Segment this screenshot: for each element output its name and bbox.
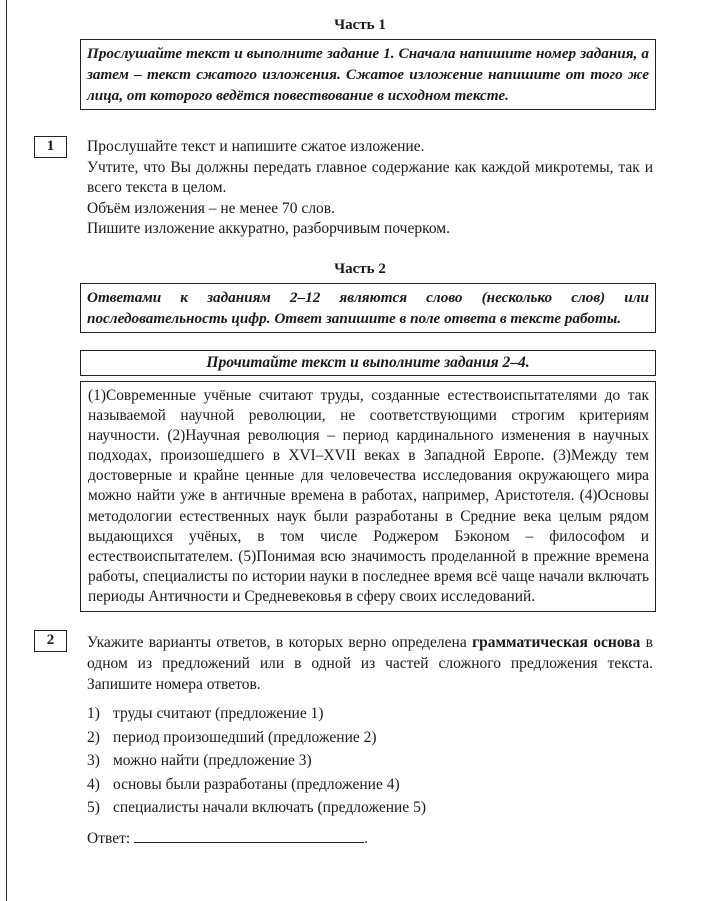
option-4-text: основы были разработаны (предложение 4) — [113, 775, 400, 793]
option-1 — [87, 702, 653, 726]
task2-options — [87, 702, 653, 820]
read-instruction-box: Прочитайте текст и выполните задания 2–4. — [80, 350, 656, 376]
task2-question — [87, 632, 653, 695]
task2-number-box: 2 — [34, 630, 67, 652]
answer-end: . — [364, 830, 369, 847]
option-2 — [87, 726, 653, 750]
answer-label: Ответ: — [87, 830, 131, 847]
option-3 — [87, 749, 653, 773]
option-5-number: 5) — [87, 799, 100, 816]
task1-text — [87, 137, 653, 240]
task1-number-box: 1 — [34, 136, 67, 158]
option-5-text: специалисты начали включать (предложение 5) — [113, 799, 426, 816]
part2-instruction-box: Ответами к заданиям 2–12 являются слово (несколько слов) или последовательность цифр. Ответ запишите в поле ответа в тексте работы. — [80, 283, 656, 333]
task1-line-1: Прослушайте текст и напишите сжатое изложение. — [87, 138, 425, 155]
task2-question-start: Укажите варианты ответов, в которых верно определена — [87, 634, 473, 651]
answer-field[interactable] — [134, 828, 364, 843]
left-margin-rule — [6, 0, 7, 901]
task1-line-4: Пишите изложение аккуратно, разборчивым почерком. — [87, 220, 450, 237]
option-1-number: 1) — [87, 705, 100, 722]
reading-text-box: (1)Современные учёные считают труды, созданные естествоиспытателями до так называемой научной революции, не соответствующими строгим критериям научности. (2)Научная революция – период кардинального изменения в научных подходах, произошедшего в XVI–XVII веках в Западной Европе. (3)Между тем достоверные и крайне ценные для человечества исследования окружающего мира можно найти уже в античные времена в работах, например, Аристотеля. (4)Основы методологии естественных наук были разработаны в Средние века целым рядом выдающихся учёных, в том числе Роджером Бэконом – философом и естествоиспытателем. (5)Понимая всю значимость проделанной в прежние времена работы, специалисты по истории науки в последнее время всё чаще начали включать периоды Античности и Средневековья в сферу своих исследований. — [80, 381, 656, 612]
part2-title: Часть 2 — [334, 261, 386, 277]
part1-instruction-box: Прослушайте текст и выполните задание 1. Сначала напишите номер задания, а затем – текст сжатого изложения. Сжатое изложение напишите от того же лица, от которого ведётся повествование в исходном тексте. — [80, 39, 656, 110]
option-4-number: 4) — [87, 775, 100, 793]
option-5 — [87, 796, 653, 820]
option-2-text: период произошедший (предложение 2) — [113, 728, 377, 746]
part1-title: Часть 1 — [334, 17, 386, 33]
option-3-number: 3) — [87, 752, 100, 769]
answer-row — [87, 828, 368, 848]
task2-question-end: в одном из предложений или в одной из частей сложного предложения текста. Запишите номера ответов. — [87, 634, 653, 693]
task1-line-2: Учтите, что Вы должны передать главное содержание как каждой микротемы, так и всего текста в целом. — [87, 158, 653, 196]
task2-question-bold: грамматическая основа — [472, 634, 641, 651]
option-2-number: 2) — [87, 728, 100, 746]
option-3-text: можно найти (предложение 3) — [113, 752, 312, 769]
option-1-text: труды считают (предложение 1) — [113, 705, 324, 722]
option-4 — [87, 773, 653, 797]
task1-line-3: Объём изложения – не менее 70 слов. — [87, 199, 335, 217]
